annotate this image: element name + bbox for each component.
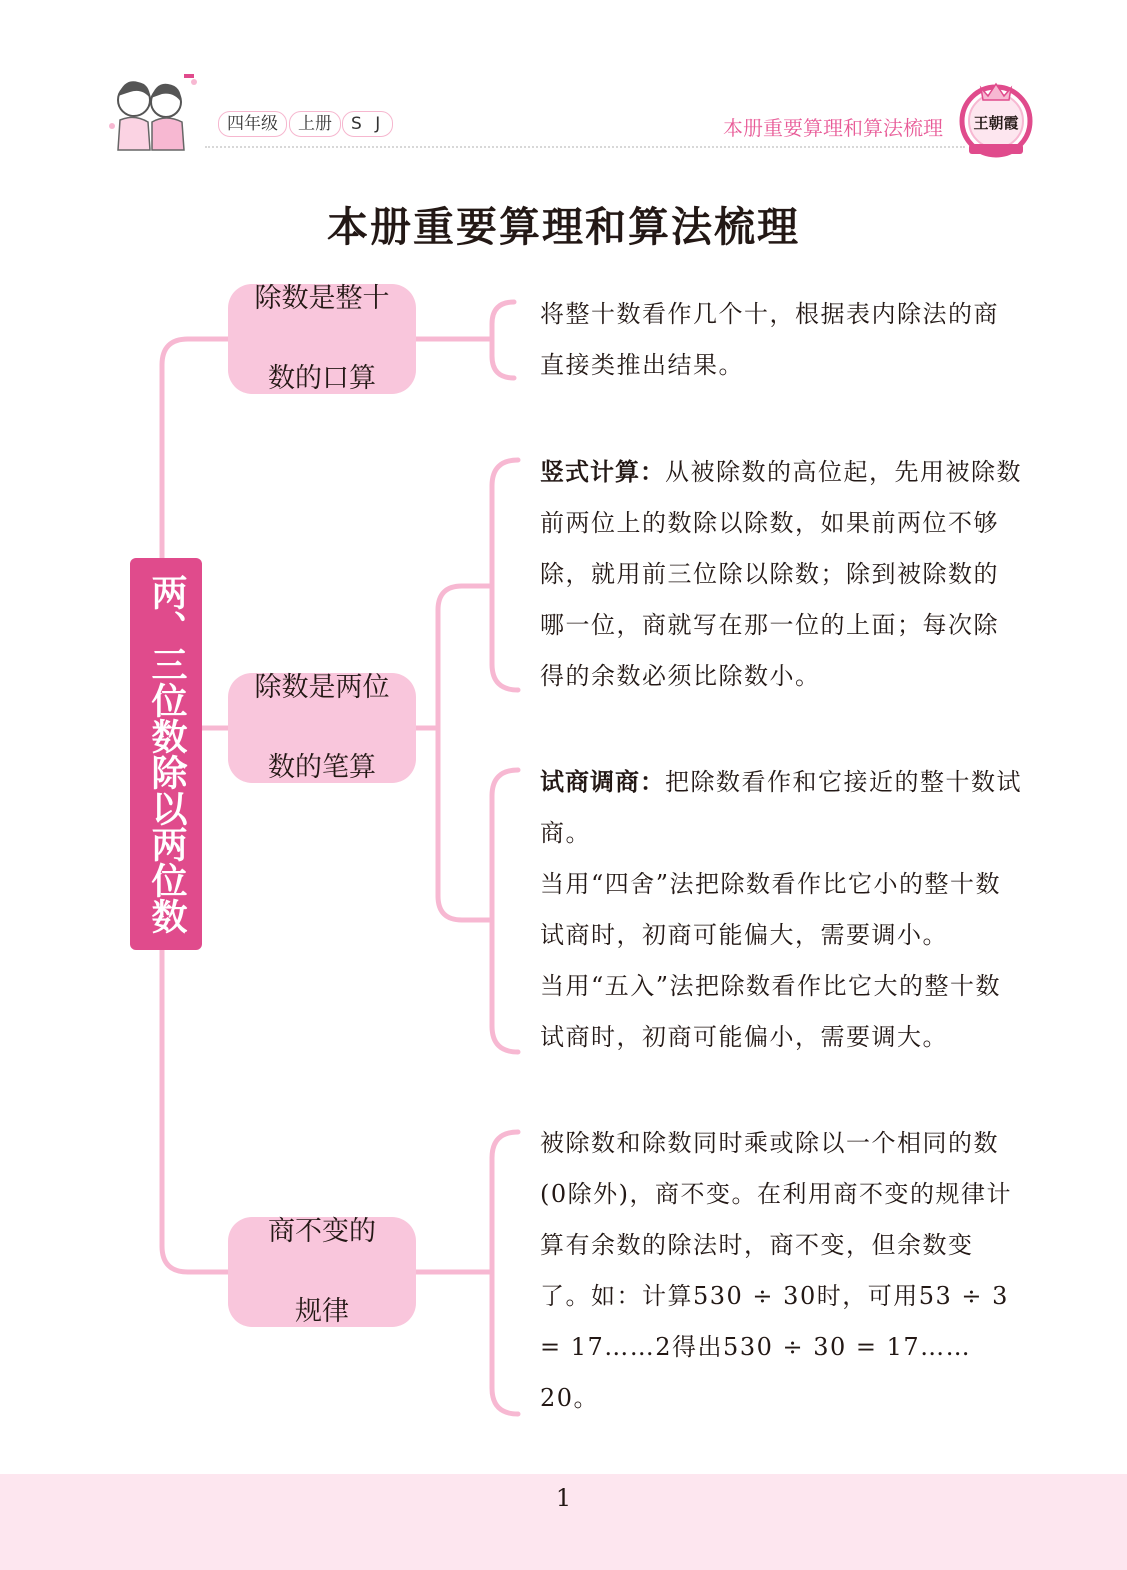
- branch-node-written-division: [228, 673, 416, 783]
- detail-text: 当用“四舍”法把除数看作比它小的整十数试商时，初商可能偏大，需要调小。: [540, 870, 1002, 949]
- detail-paragraph: [540, 289, 1022, 391]
- edition-tag: S J: [342, 111, 393, 137]
- header-section-title: 本册重要算理和算法梳理: [723, 116, 943, 140]
- detail-text: 从被除数的高位起，先用被除数前两位上的数除以除数，如果前两位不够除，就用前三位除以除数；除到被除数的哪一位，商就写在那一位的上面；每次除得的余数必须比除数小。: [540, 458, 1022, 690]
- detail-text: 将整十数看作几个十，根据表内除法的商直接类推出结果。: [540, 300, 999, 379]
- grade-tag: 四年级: [218, 111, 287, 137]
- detail-paragraph: [540, 757, 1022, 859]
- detail-paragraph: [540, 1118, 1022, 1424]
- page-number: 1: [555, 1484, 572, 1512]
- detail-oral-division: [540, 289, 1022, 391]
- detail-paragraph: [540, 859, 1022, 961]
- detail-text: 被除数和除数同时乘或除以一个相同的数(0除外)，商不变。在利用商不变的规律计算有余数的除法时，商不变，但余数变了。如：计算530 ÷ 30时，可用53 ÷ 3 = 17……2得出530 ÷ 30 = 17……20。: [540, 1129, 1012, 1412]
- branch-node-line: 数的口算: [268, 363, 376, 394]
- logo-text: 王朝霞: [973, 114, 1019, 132]
- detail-lead: 试商调商：: [540, 768, 665, 796]
- detail-quotient-rule: [540, 1118, 1022, 1424]
- branch-node-line: 商不变的: [268, 1216, 376, 1247]
- detail-lead: 竖式计算：: [540, 458, 665, 486]
- page-title: 本册重要算理和算法梳理: [327, 203, 800, 251]
- branch-node-oral-division: [228, 284, 416, 394]
- detail-vertical-calculation: [540, 447, 1022, 702]
- branch-node-line: 规律: [295, 1296, 349, 1327]
- volume-tag: 上册: [289, 111, 341, 137]
- branch-node-line: 除数是两位: [254, 672, 390, 703]
- mindmap-root-node: 两、三位数除以两位数: [130, 558, 202, 950]
- branch-node-line: 除数是整十: [254, 283, 390, 314]
- branch-node-quotient-rule: [228, 1217, 416, 1327]
- detail-trial-quotient: [540, 757, 1022, 1063]
- branch-node-line: 数的笔算: [268, 752, 376, 783]
- detail-paragraph: [540, 447, 1022, 702]
- detail-text: 把除数看作和它接近的整十数试商。: [540, 768, 1022, 847]
- detail-text: 当用“五入”法把除数看作比它大的整十数试商时，初商可能偏小，需要调大。: [540, 972, 1002, 1051]
- detail-paragraph: [540, 961, 1022, 1063]
